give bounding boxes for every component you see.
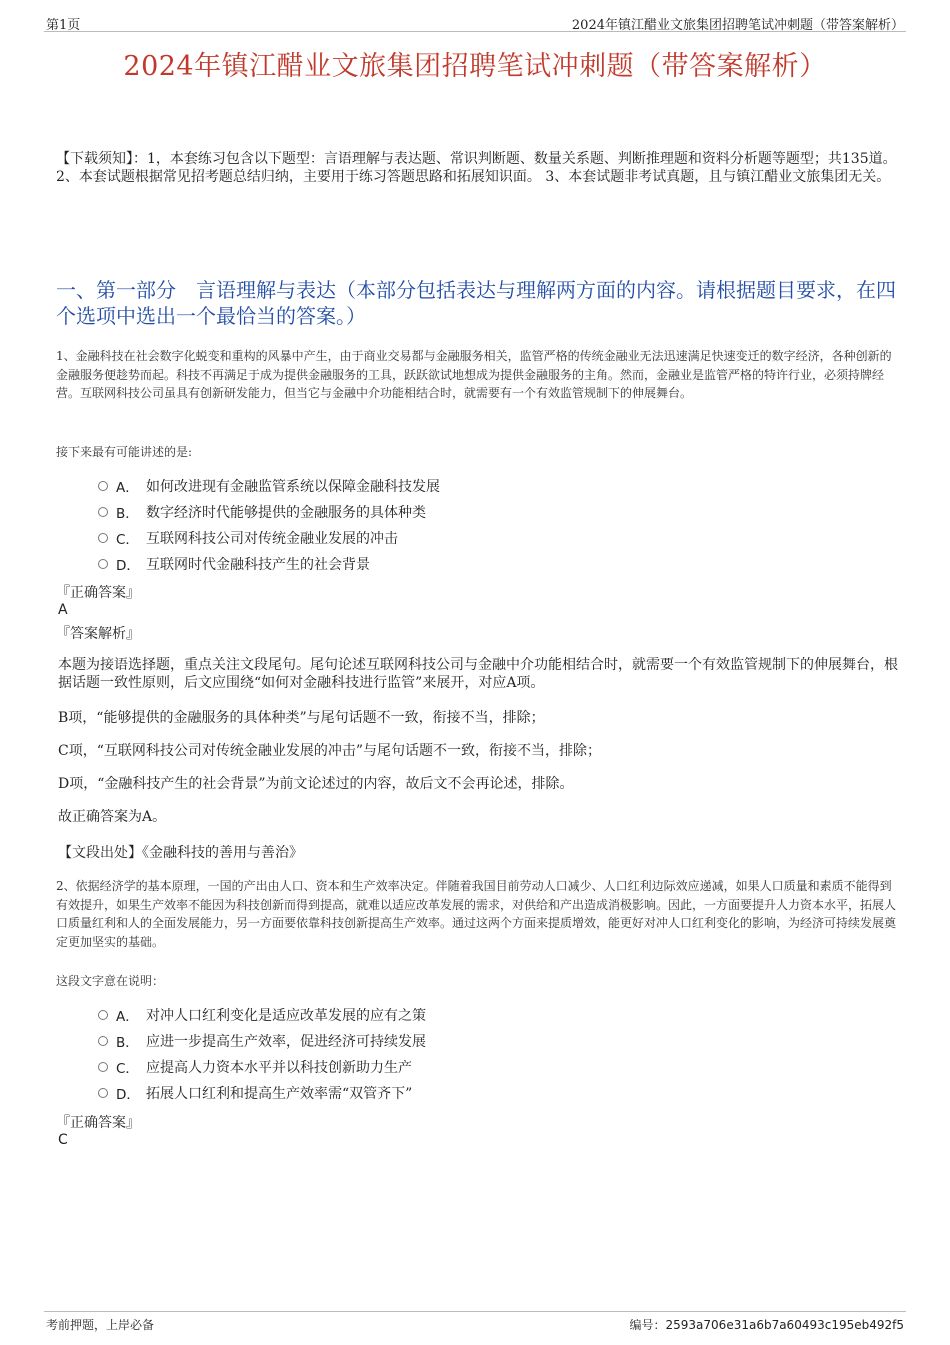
header-doc-title: 2024年镇江醋业文旅集团招聘笔试冲刺题（带答案解析） bbox=[571, 18, 904, 33]
download-notice: 【下载须知】：1，本套练习包含以下题型：言语理解与表达题、常识判断题、数量关系题、判断推理题和资料分析题等题型；共135道。 2、本套试题根据常见招考题总结归纳，主要用于练习答题思路和拓展知识面。 3、本套试题非考试真题，且与镇江醋业文旅集团无关。 bbox=[56, 151, 897, 185]
question-1-stem: 1、金融科技在社会数字化蜕变和重构的风暴中产生，由于商业交易都与金融服务相关，监管严格的传统金融业无法迅速满足快速变迁的数字经济，各种创新的金融服务便趁势而起。科技不再满足于成为提供金融服务的工具，跃跃欲试地想成为提供金融服务的主角。然而，金融业是监管严格的特许行业，必须持牌经营。互联网科技公司虽具有创新研发能力，但当它与金融中介功能相结合时，就需要有一个有效监管规制下的伸展舞台。 bbox=[56, 349, 892, 400]
option-letter: A． bbox=[116, 480, 139, 496]
option-text: 如何改进现有金融监管系统以保障金融科技发展 bbox=[146, 479, 440, 495]
q1-analysis-para: C项，“互联网科技公司对传统金融业发展的冲击”与尾句话题不一致，衔接不当，排除； bbox=[58, 743, 602, 759]
q2-option-a[interactable] bbox=[98, 1006, 426, 1024]
section-heading: 一、第一部分 言语理解与表达（本部分包括表达与理解两方面的内容。请根据题目要求，在四个选项中选出一个最恰当的答案。） bbox=[56, 278, 896, 328]
q1-option-a[interactable] bbox=[98, 477, 440, 495]
header-divider bbox=[44, 31, 906, 32]
option-text: 互联网科技公司对传统金融业发展的冲击 bbox=[146, 531, 398, 547]
radio-icon[interactable] bbox=[98, 1036, 108, 1046]
page-number: 第1页 bbox=[46, 18, 81, 33]
footer-divider bbox=[44, 1311, 906, 1312]
q1-source: 【文段出处】《金融科技的善用与善治》 bbox=[58, 845, 303, 861]
q2-option-d[interactable] bbox=[98, 1084, 412, 1102]
q2-option-c[interactable] bbox=[98, 1058, 412, 1076]
option-letter: B． bbox=[116, 1035, 139, 1051]
radio-icon[interactable] bbox=[98, 1010, 108, 1020]
footer-code-label: 编号： bbox=[629, 1318, 666, 1332]
radio-icon[interactable] bbox=[98, 507, 108, 517]
option-text: 应提高人力资本水平并以科技创新助力生产 bbox=[146, 1060, 412, 1076]
q1-analysis-para: 本题为接语选择题，重点关注文段尾句。尾句论述互联网科技公司与金融中介功能相结合时，就需要一个有效监管规制下的伸展舞台，根据话题一致性原则，后文应围绕“如何对金融科技进行监管”来展开，对应A项。 bbox=[58, 657, 898, 691]
option-text: 互联网时代金融科技产生的社会背景 bbox=[146, 557, 370, 573]
q2-answer: C bbox=[58, 1132, 68, 1148]
footer-code-value: 2593a706e31a6b7a60493c195eb492f5 bbox=[665, 1318, 904, 1332]
page-title: 2024年镇江醋业文旅集团招聘笔试冲刺题（带答案解析） bbox=[123, 51, 827, 82]
question-2-prompt: 这段文字意在说明： bbox=[56, 974, 165, 988]
q1-analysis-para: 故正确答案为A。 bbox=[58, 809, 167, 825]
q2-answer-label: 『正确答案』 bbox=[56, 1115, 140, 1131]
option-text: 拓展人口红利和提高生产效率需“双管齐下” bbox=[146, 1086, 413, 1102]
question-1-prompt: 接下来最有可能讲述的是: bbox=[56, 445, 193, 459]
option-letter: C． bbox=[116, 1061, 139, 1077]
radio-icon[interactable] bbox=[98, 533, 108, 543]
q1-option-c[interactable] bbox=[98, 529, 398, 547]
radio-icon[interactable] bbox=[98, 559, 108, 569]
q1-option-b[interactable] bbox=[98, 503, 426, 521]
option-letter: D． bbox=[116, 1087, 140, 1103]
option-letter: B． bbox=[116, 506, 139, 522]
q2-option-b[interactable] bbox=[98, 1032, 426, 1050]
q1-analysis-para: D项，“金融科技产生的社会背景”为前文论述过的内容，故后文不会再论述，排除。 bbox=[58, 776, 574, 792]
q1-analysis-para: B项，“能够提供的金融服务的具体种类”与尾句话题不一致，衔接不当，排除； bbox=[58, 710, 545, 726]
radio-icon[interactable] bbox=[98, 481, 108, 491]
option-text: 应进一步提高生产效率，促进经济可持续发展 bbox=[146, 1034, 426, 1050]
footer-slogan: 考前押题，上岸必备 bbox=[46, 1318, 155, 1332]
q1-option-d[interactable] bbox=[98, 555, 370, 573]
option-letter: A． bbox=[116, 1009, 139, 1025]
radio-icon[interactable] bbox=[98, 1062, 108, 1072]
option-letter: C． bbox=[116, 532, 139, 548]
q1-analysis-label: 『答案解析』 bbox=[56, 626, 140, 642]
question-2-stem: 2、依据经济学的基本原理，一国的产出由人口、资本和生产效率决定。伴随着我国目前劳动人口减少、人口红利边际效应递减，如果人口质量和素质不能得到有效提升，如果生产效率不能因为科技创新而得到提高，就难以适应改革发展的需求，对供给和产出造成消极影响。因此，一方面要提升人力资本水平，拓展人口质量红利和人的全面发展能力，另一方面要依靠科技创新提高生产效率。通过这两个方面来提质增效，能更好对冲人口红利变化的影响，为经济可持续发展奠定更加坚实的基础。 bbox=[56, 879, 897, 949]
q1-answer-label: 『正确答案』 bbox=[56, 585, 140, 601]
q1-answer: A bbox=[58, 602, 68, 618]
option-text: 数字经济时代能够提供的金融服务的具体种类 bbox=[146, 505, 426, 521]
option-text: 对冲人口红利变化是适应改革发展的应有之策 bbox=[146, 1008, 426, 1024]
footer-code bbox=[630, 1316, 905, 1333]
option-letter: D． bbox=[116, 558, 140, 574]
radio-icon[interactable] bbox=[98, 1088, 108, 1098]
